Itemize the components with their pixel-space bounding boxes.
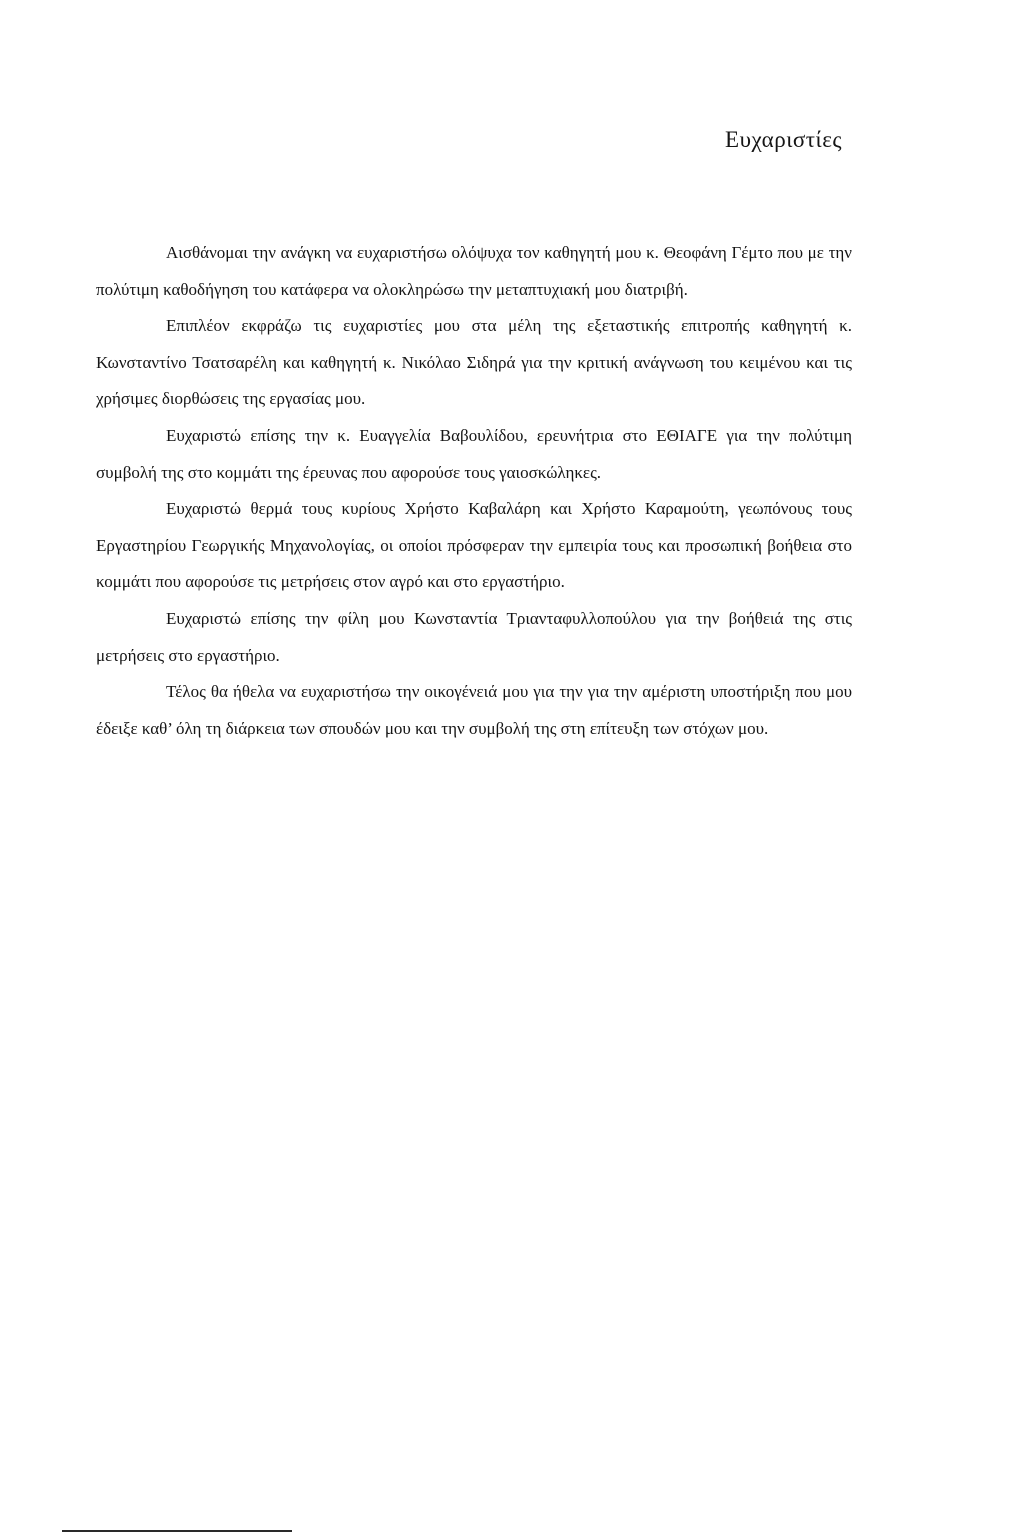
paragraph-committee: Επιπλέον εκφράζω τις ευχαριστίες μου στα μέλη της εξεταστικής επιτροπής καθηγητή κ. Κωνσταντίνο Τσατσαρέλη και καθηγητή κ. Νικόλαο Σιδηρά για την κριτική ανάγνωση του κειμένου και τις χρήσιμες διορθώσεις της εργασίας μου. xyxy=(96,316,852,409)
page-title: Ευχαριστίες xyxy=(725,127,842,152)
paragraph-agronomists: Ευχαριστώ θερμά τους κυρίους Χρήστο Καβαλάρη και Χρήστο Καραμούτη, γεωπόνους τους Εργαστηρίου Γεωργικής Μηχανολογίας, οι οποίοι πρόσφεραν την εμπειρία τους και προσωπική βοήθεια στο κομμάτι που αφορούσε τις μετρήσεις στον αγρό και στο εργαστήριο. xyxy=(96,499,852,592)
acknowledgements-body xyxy=(96,235,852,747)
paragraph-friend: Ευχαριστώ επίσης την φίλη μου Κωνσταντία Τριανταφυλλοπούλου για την βοήθειά της στις μετρήσεις στο εργαστήριο. xyxy=(96,608,852,665)
paragraph-supervisor: Αισθάνομαι την ανάγκη να ευχαριστήσω ολόψυχα τον καθηγητή μου κ. Θεοφάνη Γέμτο που με την πολύτιμη καθοδήγηση του κατάφερα να ολοκληρώσω την μεταπτυχιακή μου διατριβή. xyxy=(96,243,852,299)
paragraph-family: Τέλος θα ήθελα να ευχαριστήσω την οικογένειά μου για την για την αμέριστη υποστήριξη που μου έδειξε καθ’ όλη τη διάρκεια των σπουδών μου και την συμβολή της στη επίτευξη των στόχων μου. xyxy=(96,682,852,738)
paragraph-researcher: Ευχαριστώ επίσης την κ. Ευαγγελία Βαβουλίδου, ερευνήτρια στο ΕΘΙΑΓΕ για την πολύτιμη συμβολή της στο κομμάτι της έρευνας που αφορούσε τους γαιοσκώληκες. xyxy=(96,425,852,482)
